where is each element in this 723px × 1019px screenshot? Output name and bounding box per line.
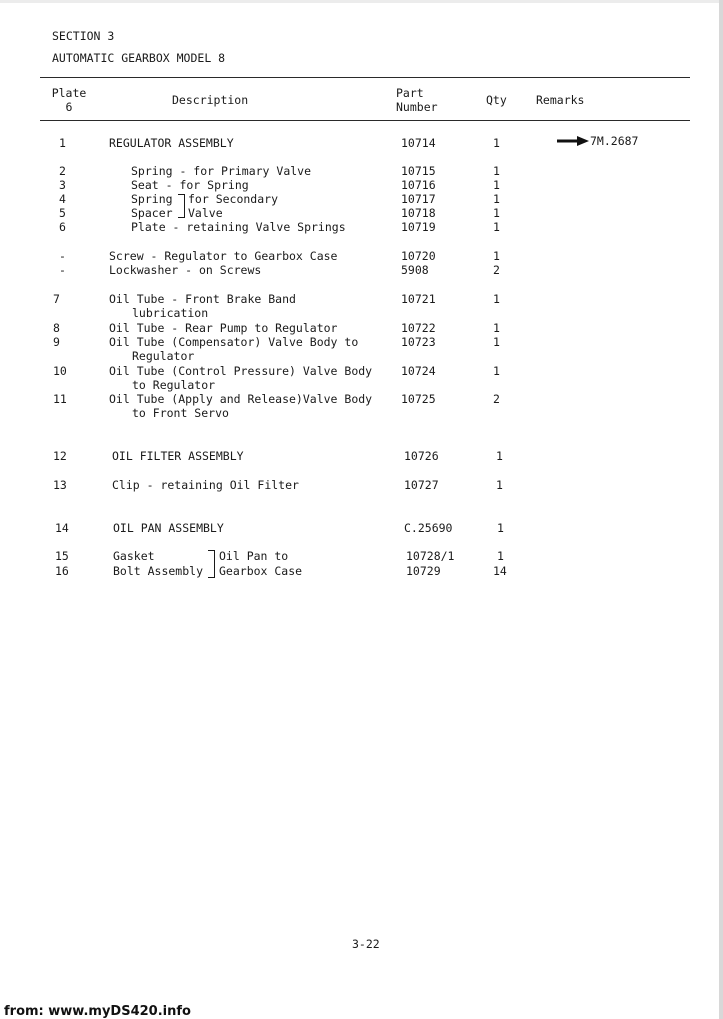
scan-right-edge <box>719 0 723 1019</box>
row-1-part: 10714 <box>401 136 436 150</box>
row-14-qty: 1 <box>497 521 504 535</box>
row-5-description: Spacer <box>131 206 173 220</box>
scan-top-edge <box>0 0 723 3</box>
row-12-plate: 12 <box>53 449 67 463</box>
row-6-qty: 1 <box>493 220 500 234</box>
row-15-qty: 1 <box>497 549 504 563</box>
row-5-description-group: Valve <box>188 206 223 220</box>
row-13-part: 10727 <box>404 478 439 492</box>
row-2-description: Spring - for Primary Valve <box>131 164 312 178</box>
row-14-plate: 14 <box>55 521 69 535</box>
row-11-part: 10725 <box>401 392 436 406</box>
row-4-description: Spring <box>131 192 173 206</box>
row-8-description: Oil Tube - Rear Pump to Regulator <box>109 321 338 335</box>
row-7-description: Oil Tube - Front Brake Band <box>109 292 296 306</box>
page-number: 3-22 <box>352 937 380 951</box>
row-6-part: 10719 <box>401 220 436 234</box>
row-2-qty: 1 <box>493 164 500 178</box>
row-15-description-group: Oil Pan to <box>219 549 289 563</box>
bracket-gasket-bolt-top <box>208 550 215 564</box>
row-7-qty: 1 <box>493 292 500 306</box>
row-2-plate: 2 <box>59 164 66 178</box>
row-1-qty: 1 <box>493 136 500 150</box>
row-3-plate: 3 <box>59 178 66 192</box>
row-lockwasher-plate: - <box>59 263 66 277</box>
row-screw-plate: - <box>59 249 66 263</box>
row-16-description-group: Gearbox Case <box>219 564 303 578</box>
row-9-part: 10723 <box>401 335 436 349</box>
row-15-description: Gasket <box>113 549 155 563</box>
row-lockwasher-description: Lockwasher - on Screws <box>109 263 262 277</box>
bracket-gasket-bolt-bottom <box>208 563 215 578</box>
row-8-qty: 1 <box>493 321 500 335</box>
header-part-number: Part Number <box>396 86 438 114</box>
remark-arrow-icon <box>557 136 589 146</box>
row-6-description: Plate - retaining Valve Springs <box>131 220 346 234</box>
row-1-description: REGULATOR ASSEMBLY <box>109 136 234 150</box>
row-9-qty: 1 <box>493 335 500 349</box>
row-11-plate: 11 <box>53 392 67 406</box>
row-8-plate: 8 <box>53 321 60 335</box>
row-1-remark: 7M.2687 <box>590 134 639 148</box>
row-9-description: Oil Tube (Compensator) Valve Body to <box>109 335 359 349</box>
row-7-plate: 7 <box>53 292 60 306</box>
row-14-description: OIL PAN ASSEMBLY <box>113 521 224 535</box>
row-13-plate: 13 <box>53 478 67 492</box>
document-title: AUTOMATIC GEARBOX MODEL 8 <box>52 51 226 65</box>
row-3-description: Seat - for Spring <box>131 178 249 192</box>
row-10-part: 10724 <box>401 364 436 378</box>
row-lockwasher-part: 5908 <box>401 263 429 277</box>
row-11-description: Oil Tube (Apply and Release)Valve Body <box>109 392 373 406</box>
row-screw-description: Screw - Regulator to Gearbox Case <box>109 249 338 263</box>
header-plate: Plate 6 <box>51 86 87 114</box>
row-3-qty: 1 <box>493 178 500 192</box>
source-watermark: from: www.myDS420.info <box>4 1004 191 1019</box>
table-top-rule <box>40 77 690 78</box>
header-qty: Qty <box>486 93 507 107</box>
row-8-part: 10722 <box>401 321 436 335</box>
row-12-qty: 1 <box>496 449 503 463</box>
row-screw-qty: 1 <box>493 249 500 263</box>
row-13-description: Clip - retaining Oil Filter <box>112 478 299 492</box>
row-6-plate: 6 <box>59 220 66 234</box>
row-16-part: 10729 <box>406 564 441 578</box>
row-5-plate: 5 <box>59 206 66 220</box>
row-10-plate: 10 <box>53 364 67 378</box>
row-7-description-cont: lubrication <box>132 306 209 320</box>
row-9-description-cont: Regulator <box>132 349 195 363</box>
section-heading: SECTION 3 <box>52 29 115 43</box>
row-12-part: 10726 <box>404 449 439 463</box>
row-10-description-cont: to Regulator <box>132 378 216 392</box>
row-4-description-group: for Secondary <box>188 192 279 206</box>
row-11-description-cont: to Front Servo <box>132 406 229 420</box>
row-11-qty: 2 <box>493 392 500 406</box>
row-9-plate: 9 <box>53 335 60 349</box>
row-10-qty: 1 <box>493 364 500 378</box>
row-13-qty: 1 <box>496 478 503 492</box>
table-header-rule <box>40 120 690 121</box>
row-16-description: Bolt Assembly <box>113 564 204 578</box>
row-10-description: Oil Tube (Control Pressure) Valve Body <box>109 364 373 378</box>
row-2-part: 10715 <box>401 164 436 178</box>
row-5-part: 10718 <box>401 206 436 220</box>
row-16-qty: 14 <box>493 564 507 578</box>
row-4-part: 10717 <box>401 192 436 206</box>
row-7-part: 10721 <box>401 292 436 306</box>
row-1-plate: 1 <box>59 136 66 150</box>
row-15-plate: 15 <box>55 549 69 563</box>
row-3-part: 10716 <box>401 178 436 192</box>
header-description: Description <box>172 93 249 107</box>
row-lockwasher-qty: 2 <box>493 263 500 277</box>
row-16-plate: 16 <box>55 564 69 578</box>
row-12-description: OIL FILTER ASSEMBLY <box>112 449 244 463</box>
row-5-qty: 1 <box>493 206 500 220</box>
row-15-part: 10728/1 <box>406 549 455 563</box>
row-4-plate: 4 <box>59 192 66 206</box>
row-screw-part: 10720 <box>401 249 436 263</box>
header-remarks: Remarks <box>536 93 585 107</box>
row-4-qty: 1 <box>493 192 500 206</box>
row-14-part: C.25690 <box>404 521 453 535</box>
bracket-spring-spacer-bottom <box>178 205 185 218</box>
